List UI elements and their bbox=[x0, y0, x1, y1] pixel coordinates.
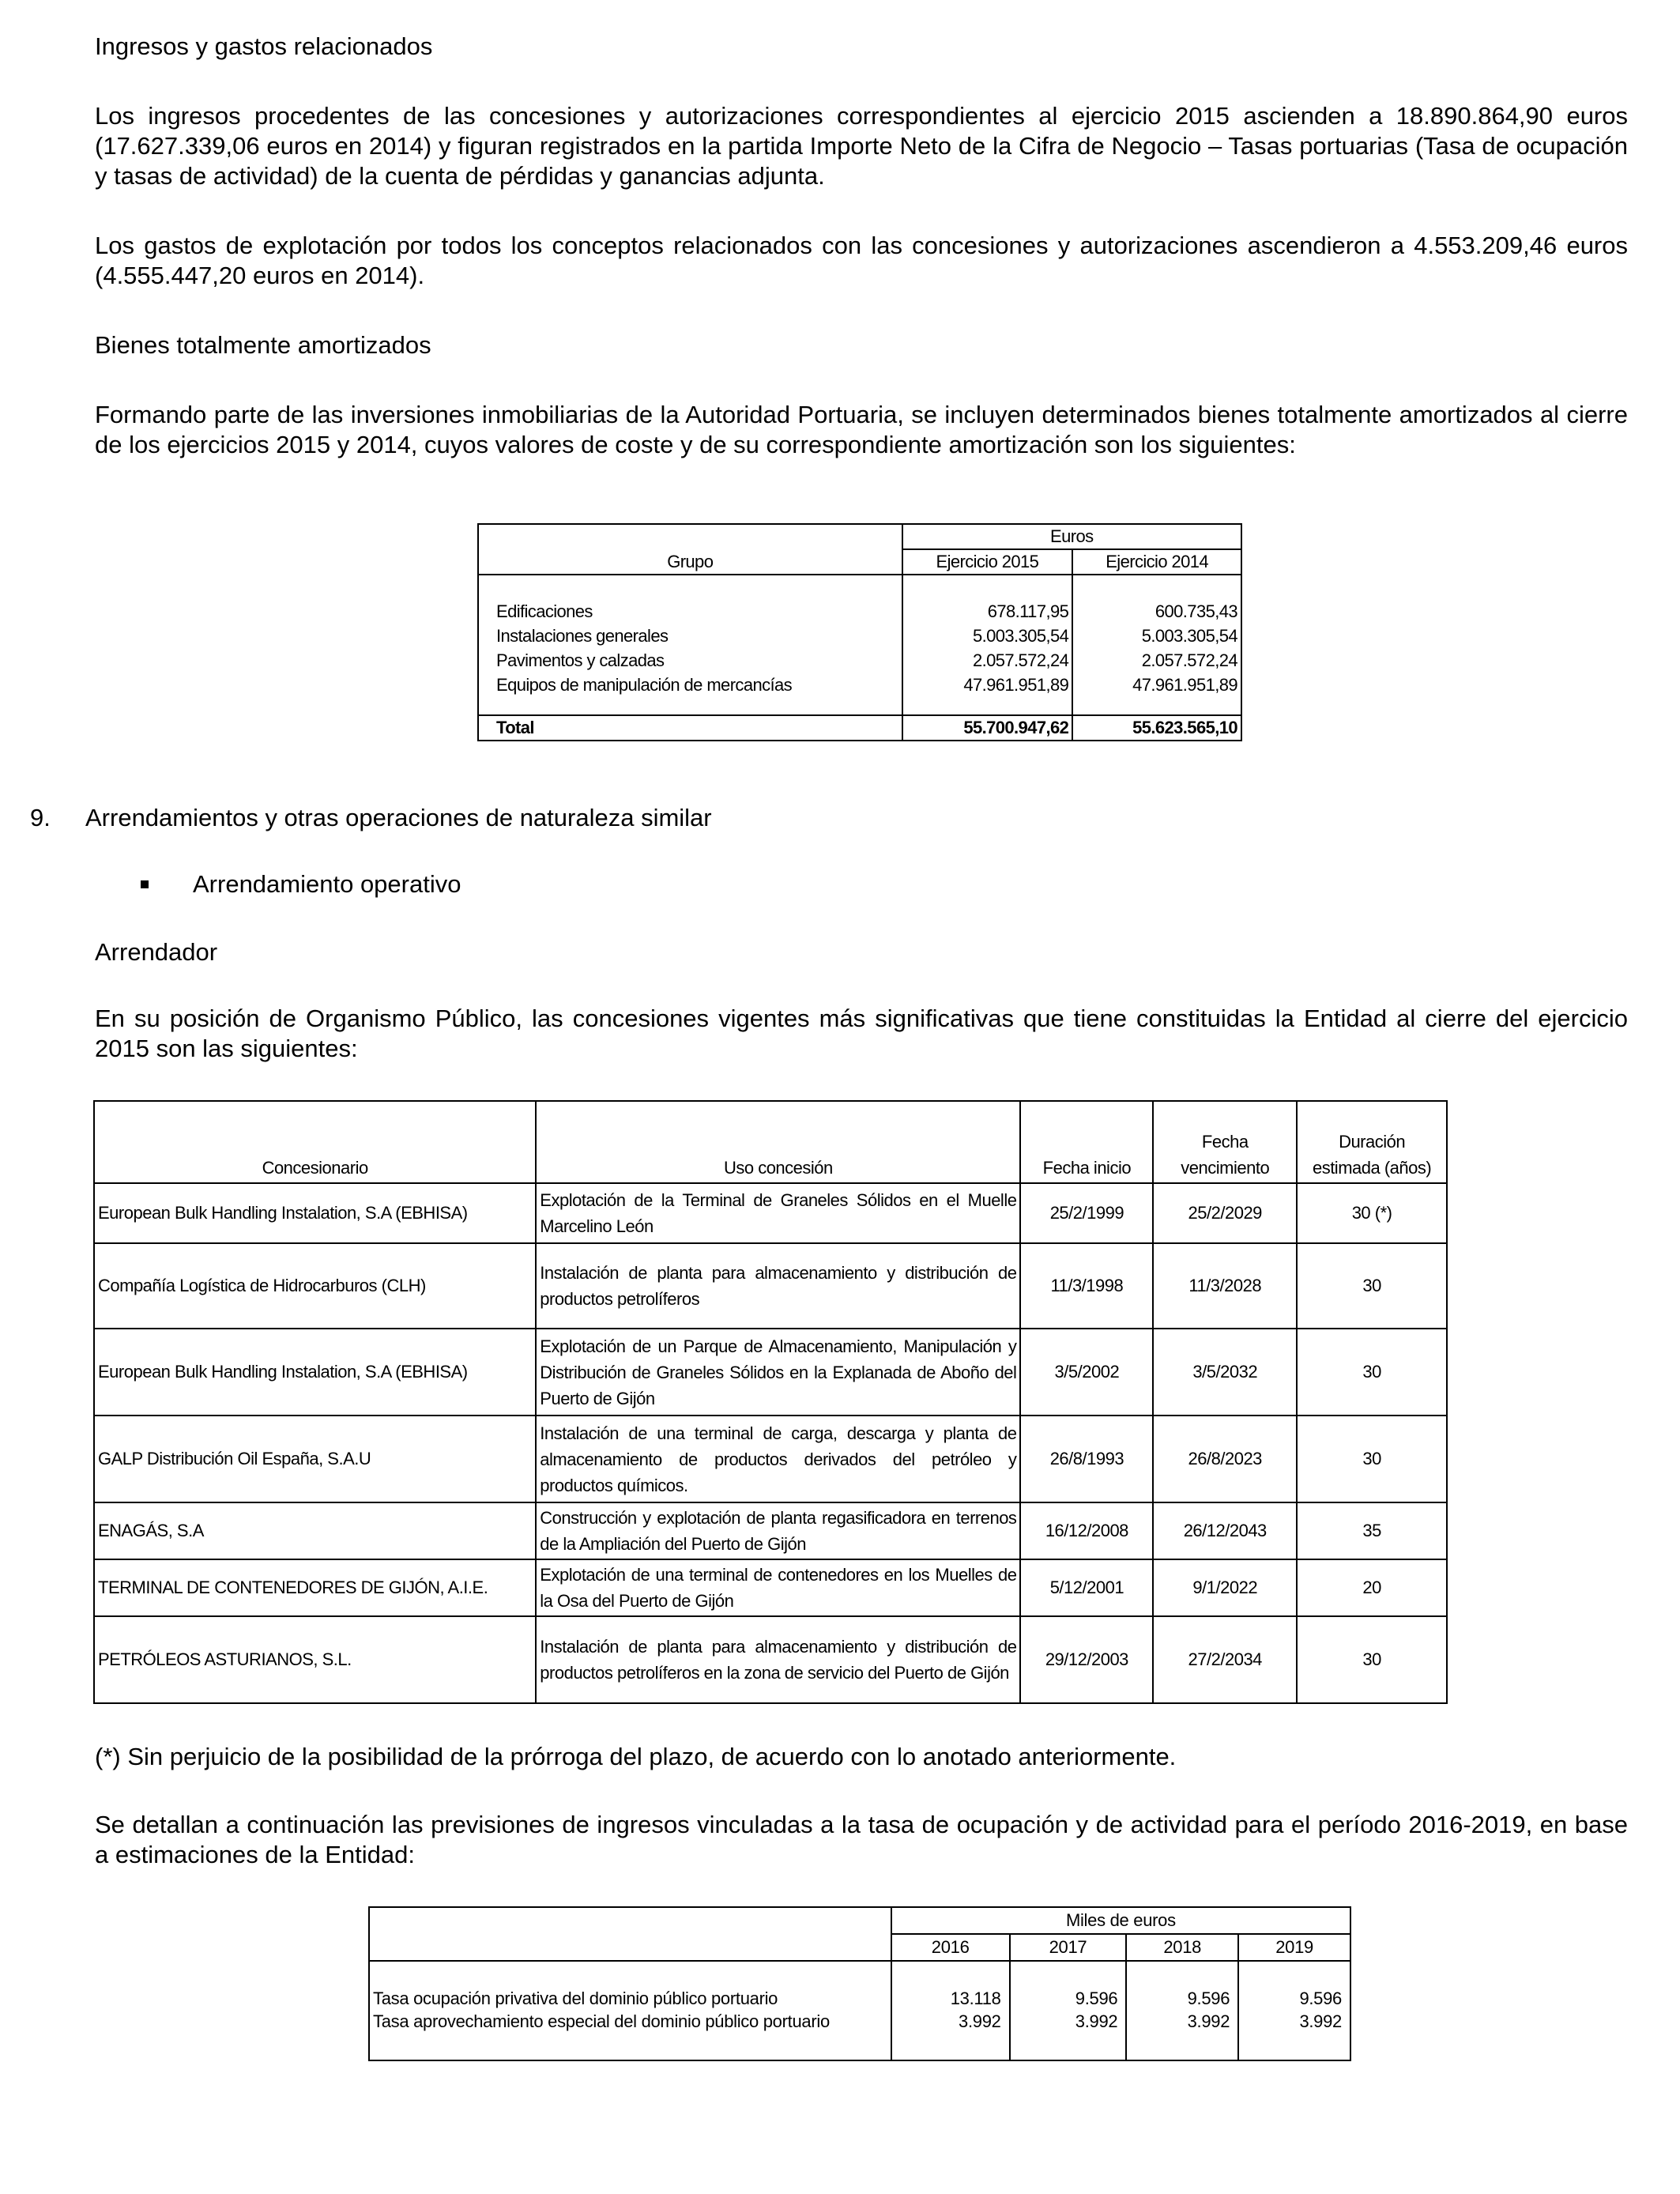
table-row-label: Instalaciones generales bbox=[496, 626, 669, 646]
header-duration: Duración estimada (años) bbox=[1297, 1101, 1447, 1183]
header-year-2014: Ejercicio 2014 bbox=[1072, 549, 1241, 575]
section-number: 9. bbox=[30, 804, 51, 831]
amortized-values-2014 bbox=[1072, 575, 1241, 715]
table-row: TERMINAL DE CONTENEDORES DE GIJÓN, A.I.E. Explotación de una terminal de contenedores en los Muelles de la Osa del Puerto de Gijón 5/12/2001 9/1/2022 20 bbox=[94, 1559, 1447, 1616]
table-row: European Bulk Handling Instalation, S.A (EBHISA) Explotación de la Terminal de Graneles Sólidos en el Muelle Marcelino León 25/2/1999 25/2/2029 30 (*) bbox=[94, 1183, 1447, 1243]
table-row: PETRÓLEOS ASTURIANOS, S.L. Instalación de planta para almacenamiento y distribución de productos petrolíferos en la zona de servicio del Puerto de Gijón 29/12/2003 27/2/2034 30 bbox=[94, 1616, 1447, 1703]
table-amortized-assets bbox=[477, 523, 1242, 741]
heading-income: Ingresos y gastos relacionados bbox=[95, 32, 433, 60]
square-bullet-icon bbox=[141, 880, 149, 888]
table-concessions bbox=[93, 1100, 1448, 1704]
table-cell: 13.118 bbox=[950, 1989, 1001, 2008]
table-cell: 5.003.305,54 bbox=[972, 626, 1069, 646]
table-cell: 2.057.572,24 bbox=[972, 650, 1069, 670]
table-forecast bbox=[368, 1906, 1351, 2061]
table-row: European Bulk Handling Instalation, S.A (EBHISA) Explotación de un Parque de Almacenamiento, Manipulación y Distribución de Graneles Sólidos en la Explanada de Aboño del Puerto de Gijón 3/5/2002 3/5/2032 30 bbox=[94, 1329, 1447, 1416]
table-cell: 3.992 bbox=[1187, 2011, 1230, 2031]
header-currency: Euros bbox=[902, 524, 1241, 549]
table-row: ENAGÁS, S.A Construcción y explotación de planta regasificadora en terrenos de la Ampliación del Puerto de Gijón 16/12/2008 26/12/2043 35 bbox=[94, 1502, 1447, 1559]
header-group: Grupo bbox=[478, 549, 902, 575]
table-row-label: Tasa aprovechamiento especial del dominio público portuario bbox=[373, 2011, 830, 2031]
header-concessionaire: Concesionario bbox=[94, 1101, 536, 1183]
amortized-labels bbox=[478, 575, 902, 715]
table-row-label: Pavimentos y calzadas bbox=[496, 650, 665, 670]
table-row-label: Edificaciones bbox=[496, 601, 593, 621]
total-2015: 55.700.947,62 bbox=[902, 715, 1073, 741]
table-row-label: Equipos de manipulación de mercancías bbox=[496, 675, 793, 695]
forecast-values-2017 bbox=[1010, 1961, 1127, 2060]
header-year: 2019 bbox=[1238, 1934, 1350, 1961]
paragraph-amortized: Formando parte de las inversiones inmobiliarias de la Autoridad Portuaria, se incluyen determinados bienes totalmente amortizados al cierre de los ejercicios 2015 y 2014, cuyos valores de coste y de su correspondiente amortización son los siguientes: bbox=[95, 401, 1628, 458]
table-cell: 3.992 bbox=[959, 2011, 1001, 2031]
table-cell: 9.596 bbox=[1075, 1989, 1118, 2008]
footnote: (*) Sin perjuicio de la posibilidad de la prórroga del plazo, de acuerdo con lo anotado anteriormente. bbox=[95, 1743, 1177, 1770]
table-row: GALP Distribución Oil España, S.A.U Instalación de una terminal de carga, descarga y planta de almacenamiento de productos derivados del petróleo y productos químicos. 26/8/1993 26/8/2023 30 bbox=[94, 1416, 1447, 1502]
total-label: Total bbox=[478, 715, 902, 741]
amortized-values-2015 bbox=[902, 575, 1073, 715]
header-year: 2017 bbox=[1010, 1934, 1127, 1961]
table-cell: 3.992 bbox=[1075, 2011, 1118, 2031]
table-cell: 47.961.951,89 bbox=[963, 675, 1069, 695]
header-start-date: Fecha inicio bbox=[1020, 1101, 1153, 1183]
paragraph-concessions: En su posición de Organismo Público, las concesiones vigentes más significativas que tiene constituidas la Entidad al cierre del ejercicio 2015 son las siguientes: bbox=[95, 1005, 1628, 1062]
table-cell: 9.596 bbox=[1187, 1989, 1230, 2008]
total-2014: 55.623.565,10 bbox=[1072, 715, 1241, 741]
header-use: Uso concesión bbox=[536, 1101, 1020, 1183]
heading-leases: Arrendamientos y otras operaciones de naturaleza similar bbox=[85, 804, 712, 831]
paragraph-income: Los ingresos procedentes de las concesiones y autorizaciones correspondientes al ejercicio 2015 ascienden a 18.890.864,90 euros (17.627.339,06 euros en 2014) y figuran registrados en la partida Importe Neto de la Cifra de Negocio – Tasas portuarias (Tasa de ocupación y tasas de actividad) de la cuenta de pérdidas y ganancias adjunta. bbox=[95, 102, 1628, 190]
header-year-2015: Ejercicio 2015 bbox=[902, 549, 1073, 575]
paragraph-expenses: Los gastos de explotación por todos los conceptos relacionados con las concesiones y autorizaciones ascendieron a 4.553.209,46 euros (4.555.447,20 euros en 2014). bbox=[95, 232, 1628, 289]
table-cell: 2.057.572,24 bbox=[1141, 650, 1237, 670]
table-row: Compañía Logística de Hidrocarburos (CLH) Instalación de planta para almacenamiento y distribución de productos petrolíferos 11/3/1998 11/3/2028 30 bbox=[94, 1243, 1447, 1329]
table-cell: 3.992 bbox=[1299, 2011, 1342, 2031]
forecast-values-2016 bbox=[891, 1961, 1010, 2060]
table-cell: 5.003.305,54 bbox=[1141, 626, 1237, 646]
table-cell: 678.117,95 bbox=[987, 601, 1069, 621]
table-row-label: Tasa ocupación privativa del dominio público portuario bbox=[373, 1989, 778, 2008]
table-cell: 9.596 bbox=[1299, 1989, 1342, 2008]
header-unit: Miles de euros bbox=[891, 1907, 1350, 1934]
table-cell: 47.961.951,89 bbox=[1132, 675, 1237, 695]
header-expiry-date: Fecha vencimiento bbox=[1153, 1101, 1297, 1183]
forecast-values-2019 bbox=[1238, 1961, 1350, 2060]
forecast-labels bbox=[369, 1961, 891, 2060]
heading-amortized: Bienes totalmente amortizados bbox=[95, 331, 431, 359]
heading-lessor: Arrendador bbox=[95, 938, 218, 966]
bullet-operating-lease: Arrendamiento operativo bbox=[193, 870, 461, 898]
header-year: 2016 bbox=[891, 1934, 1010, 1961]
paragraph-forecast: Se detallan a continuación las previsiones de ingresos vinculadas a la tasa de ocupación y de actividad para el período 2016-2019, en base a estimaciones de la Entidad: bbox=[95, 1811, 1628, 1868]
header-year: 2018 bbox=[1126, 1934, 1238, 1961]
forecast-values-2018 bbox=[1126, 1961, 1238, 2060]
table-cell: 600.735,43 bbox=[1155, 601, 1237, 621]
